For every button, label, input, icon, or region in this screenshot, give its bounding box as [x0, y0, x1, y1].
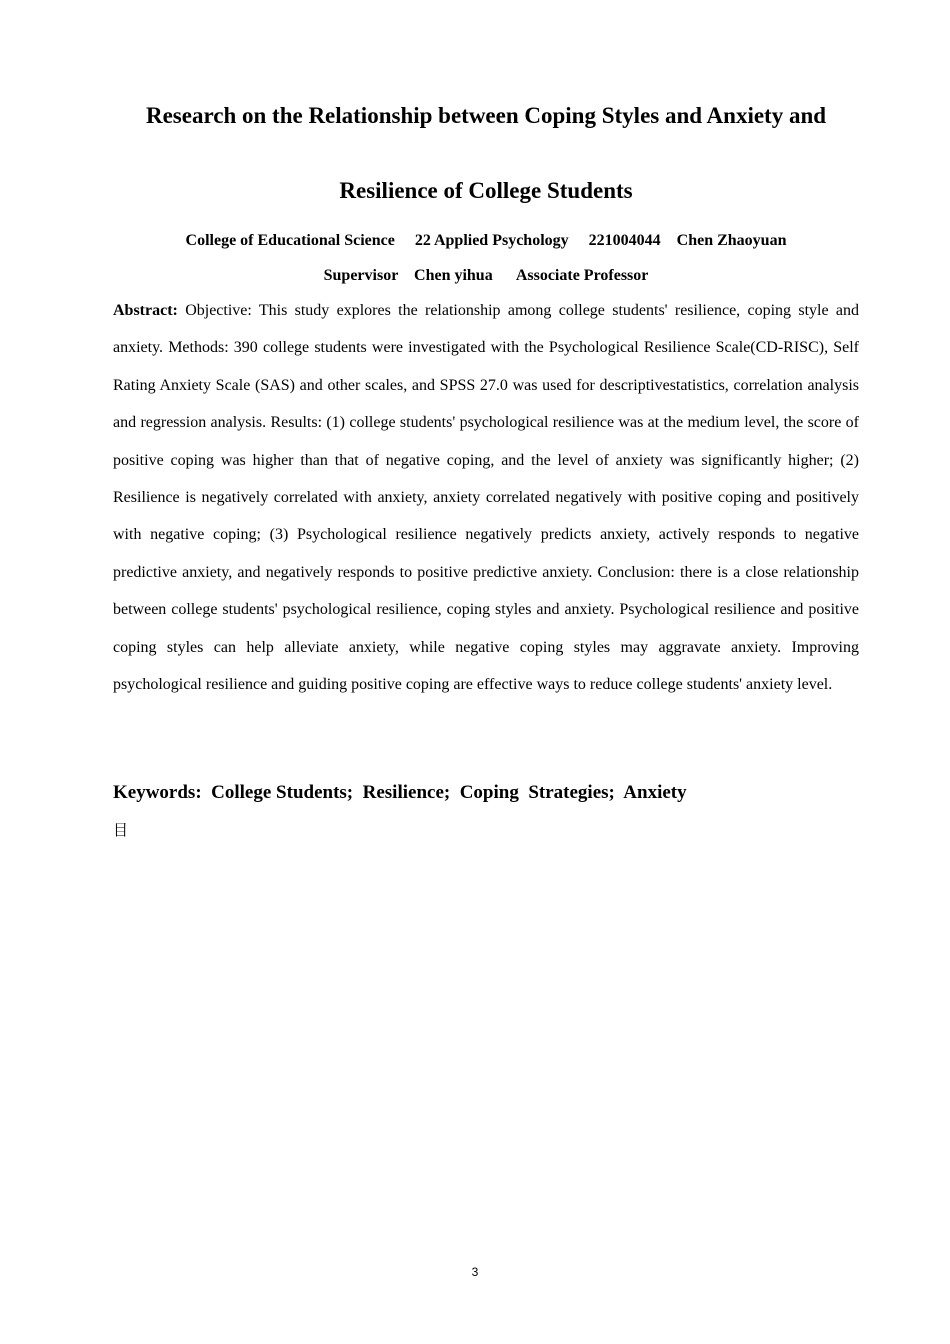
abstract-text: Objective: This study explores the relationship among college students' resilience, coping style and anxiety. Methods: 390 college students were investigated with the Psychological Resilience Scale(CD-RISC), Self Rating Anxiety Scale (SAS) and other scales, and SPSS 27.0 was used for descriptivestatistics, correlation analysis and regression analysis. Results: (1) college students' psychological resilience was at the medium level, the score of positive coping was higher than that of negative coping, and the level of anxiety was significantly higher; (2) Resilience is negatively correlated with anxiety, anxiety correlated negatively with positive coping and positively with negative coping; (3) Psychological resilience negatively predicts anxiety, actively responds to negative predictive anxiety, and negatively responds to positive predictive anxiety. Conclusion: there is a close relationship between college students' psychological resilience, coping styles and anxiety. Psychological resilience and positive coping styles can help alleviate anxiety, while negative coping styles may aggravate anxiety. Improving psychological resilience and guiding positive coping are effective ways to reduce college students' anxiety level.	[113, 302, 859, 694]
toc-heading-fragment: 目	[113, 821, 129, 839]
supervisor-info-line: Supervisor Chen yihua Associate Professor	[323, 267, 649, 284]
abstract-label: Abstract:	[113, 302, 178, 319]
author-info-line: College of Educational Science 22 Applied Psychology 221004044 Chen Zhaoyuan	[185, 232, 787, 249]
keywords-line: Keywords: College Students; Resilience; Coping Strategies; Anxiety	[113, 782, 687, 803]
abstract-paragraph	[113, 292, 859, 703]
paper-title-line-1: Research on the Relationship between Coping Styles and Anxiety and	[145, 103, 827, 128]
page-number: 3	[471, 1265, 479, 1279]
paper-title-line-2: Resilience of College Students	[339, 178, 633, 203]
